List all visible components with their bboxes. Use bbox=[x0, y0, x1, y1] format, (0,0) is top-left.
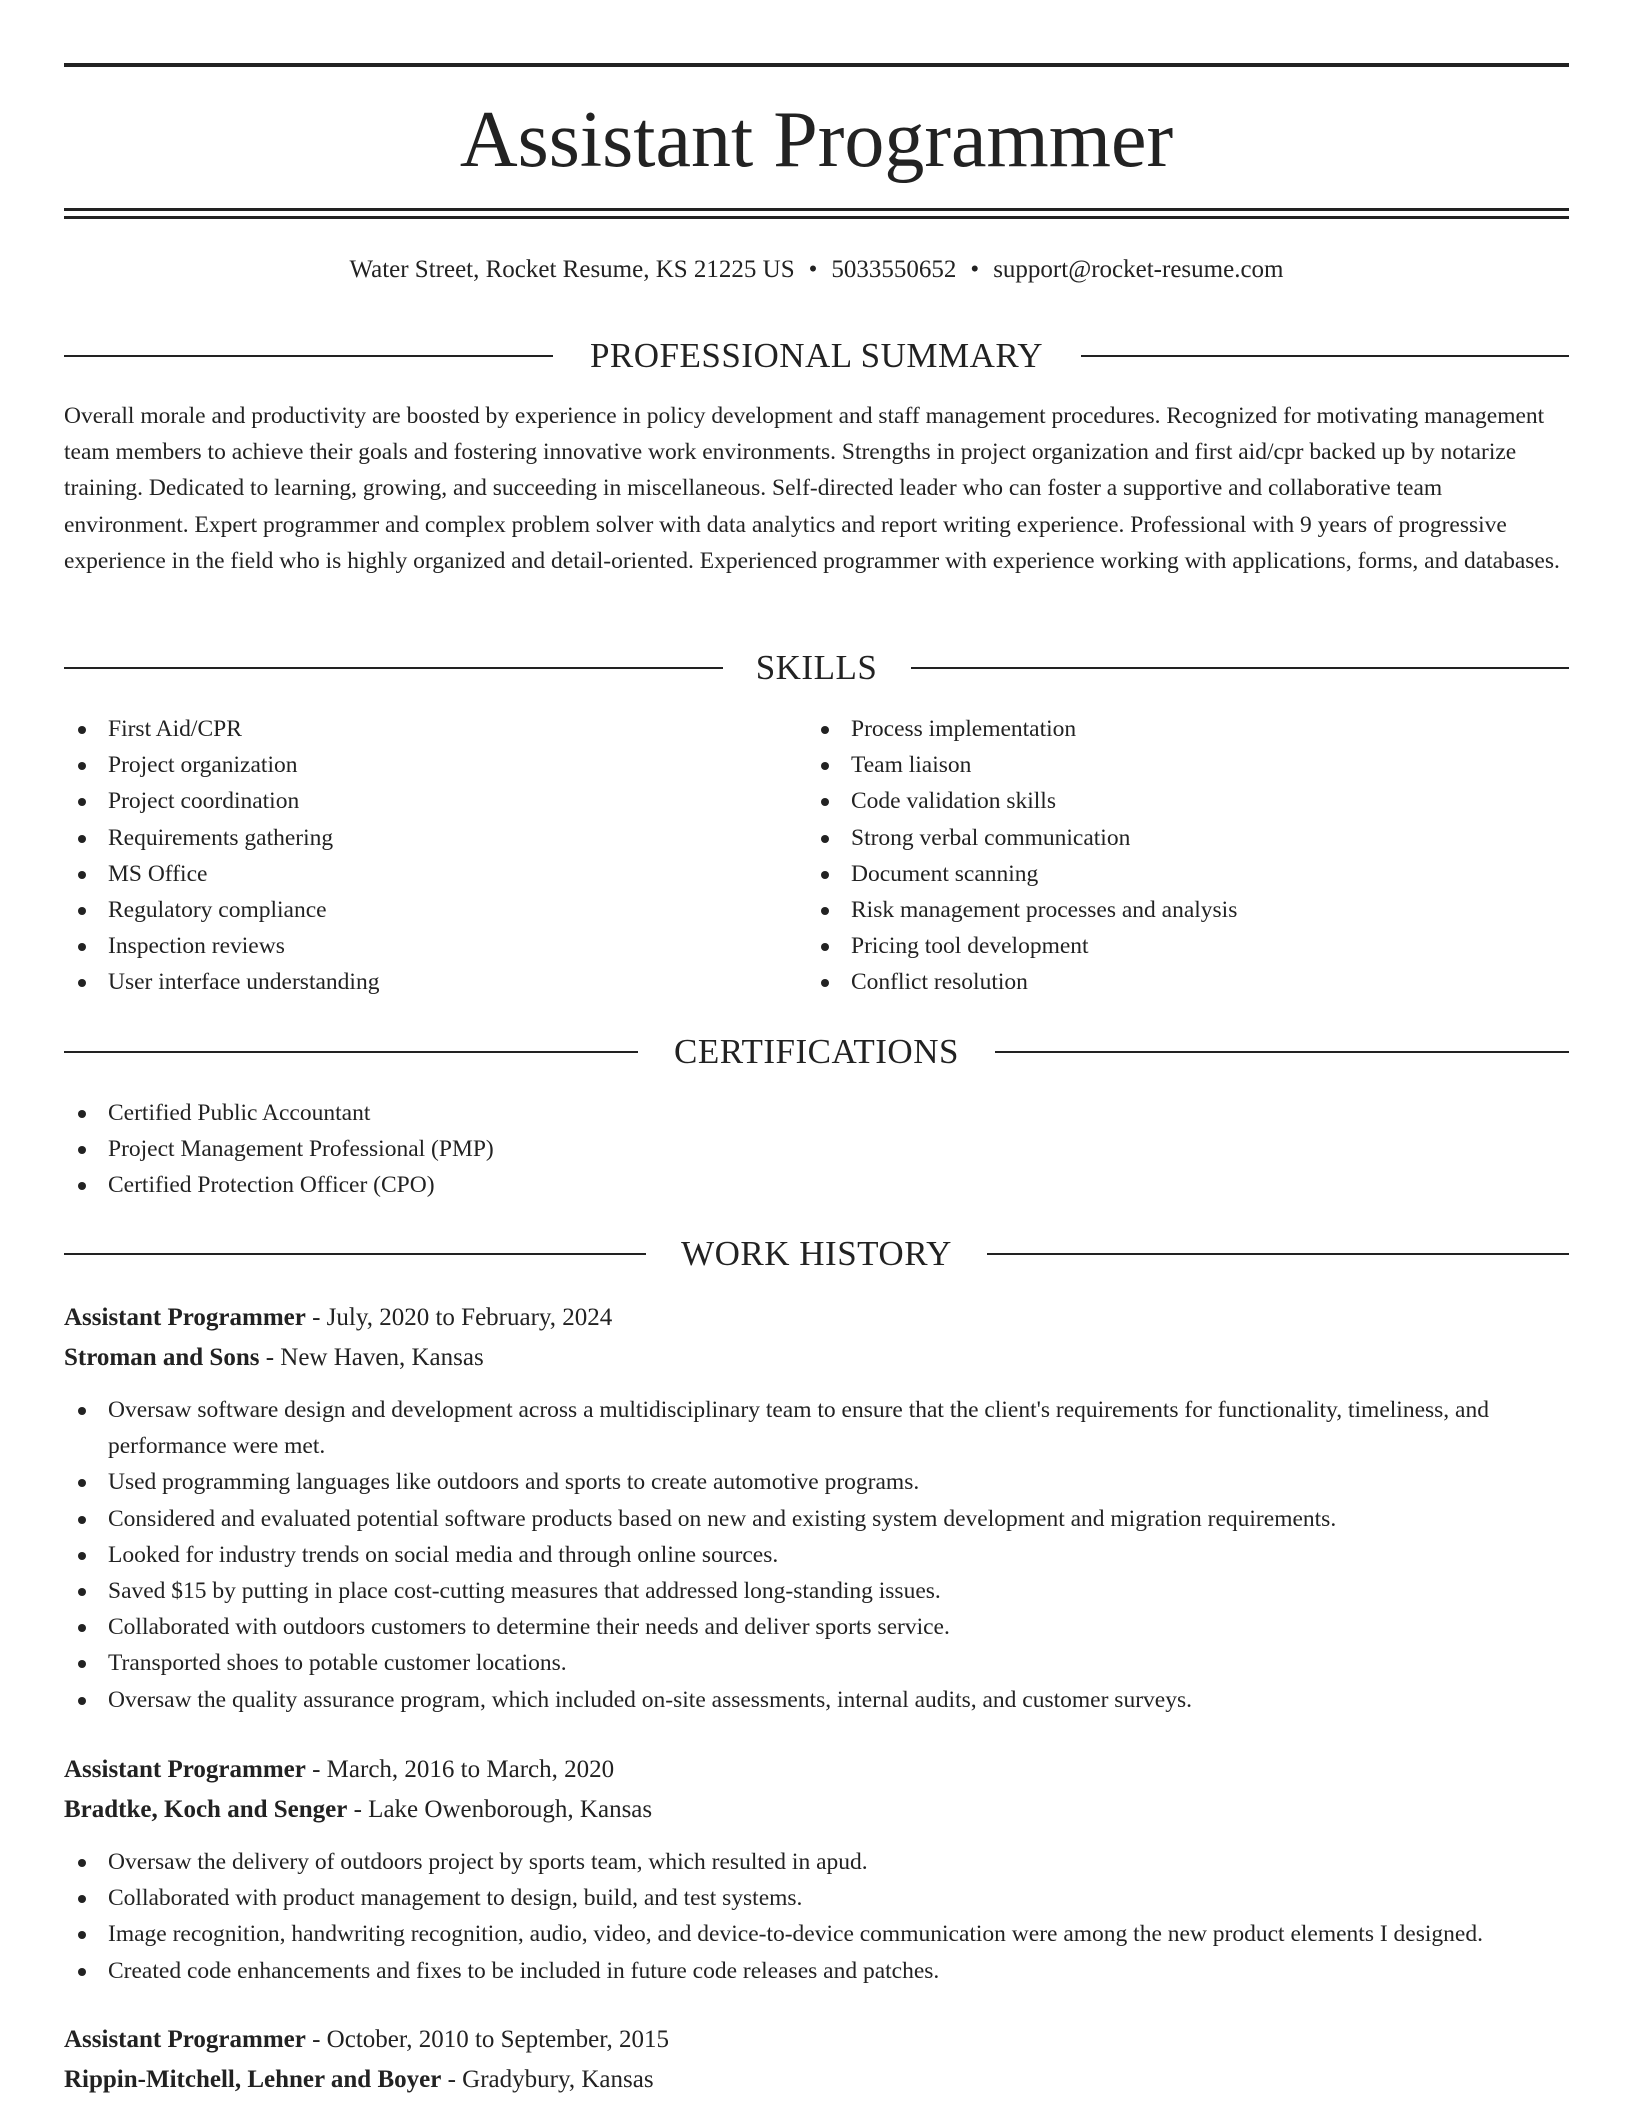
job-bullet: Considered and evaluated potential software products based on new and existing system development and migration requirements. bbox=[64, 1501, 1569, 1537]
contact-line bbox=[64, 252, 1569, 288]
skill-item: MS Office bbox=[64, 856, 804, 892]
skill-item: First Aid/CPR bbox=[64, 711, 804, 747]
job-bullet: Created code enhancements and fixes to be included in future code releases and patches. bbox=[64, 1953, 1569, 1989]
job-location: - Gradybury, Kansas bbox=[441, 2066, 654, 2093]
certification-item: Certified Protection Officer (CPO) bbox=[64, 1167, 1569, 1203]
skill-item: Team liaison bbox=[807, 747, 1569, 783]
header-double-rule-lower bbox=[64, 216, 1569, 219]
job-title: Assistant Programmer bbox=[64, 1756, 306, 1783]
job-dates: - October, 2010 to September, 2015 bbox=[305, 2026, 670, 2053]
certifications-section-title: CERTIFICATIONS bbox=[674, 1032, 959, 1071]
certifications-list bbox=[64, 1095, 1569, 1204]
skill-item: Conflict resolution bbox=[807, 964, 1569, 1000]
job-bullet: Image recognition, handwriting recognition, audio, video, and device-to-device communication were among the new product elements I designed. bbox=[64, 1916, 1569, 1952]
skill-item: Strong verbal communication bbox=[807, 820, 1569, 856]
job-bullet: Collaborated with product management to design, build, and test systems. bbox=[64, 1880, 1569, 1916]
contact-address: Water Street, Rocket Resume, KS 21225 US bbox=[349, 256, 795, 283]
contact-email: support@rocket-resume.com bbox=[993, 256, 1284, 283]
job-company: Stroman and Sons bbox=[64, 1344, 260, 1371]
job-bullet: Oversaw the quality assurance program, which included on-site assessments, internal audits, and customer surveys. bbox=[64, 1682, 1569, 1718]
header-top-rule bbox=[64, 63, 1569, 67]
skill-item: Requirements gathering bbox=[64, 820, 804, 856]
job-location: - New Haven, Kansas bbox=[259, 1344, 484, 1371]
skill-item: Process implementation bbox=[807, 711, 1569, 747]
skill-item: Code validation skills bbox=[807, 783, 1569, 819]
job-bullet: Oversaw the delivery of outdoors project by sports team, which resulted in apud. bbox=[64, 1844, 1569, 1880]
job-bullet: Collaborated with outdoors customers to determine their needs and deliver sports service. bbox=[64, 1609, 1569, 1645]
section-rule-right bbox=[995, 1051, 1569, 1053]
job-title: Assistant Programmer bbox=[64, 2026, 306, 2053]
skill-item: Project organization bbox=[64, 747, 804, 783]
skills-list-right bbox=[807, 711, 1569, 1001]
job-bullet: Saved $15 by putting in place cost-cutting measures that addressed long-standing issues. bbox=[64, 1573, 1569, 1609]
job-bullet: Transported shoes to potable customer locations. bbox=[64, 1645, 1569, 1681]
job-title: Assistant Programmer bbox=[64, 1304, 306, 1331]
skill-item: User interface understanding bbox=[64, 964, 804, 1000]
job-title-line bbox=[64, 1750, 614, 1790]
job-bullet: Looked for industry trends on social media and through online sources. bbox=[64, 1537, 1569, 1573]
job-company-line bbox=[64, 2060, 654, 2100]
job-title-line bbox=[64, 1298, 612, 1338]
job-bullet: Oversaw software design and development across a multidisciplinary team to ensure that the client's requirements for functionality, timeliness, and performance were met. bbox=[64, 1392, 1569, 1464]
summary-text: Overall morale and productivity are boosted by experience in policy development and staff management procedures. Recognized for motivating management team members to achieve their goals and fostering innovative work environments. Strengths in project organization and first aid/cpr backed up by notarize training. Dedicated to learning, growing, and succeeding in miscellaneous. Self-directed leader who can foster a supportive and collaborative team environment. Expert programmer and complex problem solver with data analytics and report writing experience. Professional with 9 years of progressive experience in the field who is highly organized and detail-oriented. Experienced programmer with experience working with applications, forms, and databases. bbox=[64, 403, 1560, 574]
job-company: Rippin-Mitchell, Lehner and Boyer bbox=[64, 2066, 442, 2093]
section-rule-right bbox=[1081, 355, 1569, 357]
job-company-line bbox=[64, 1338, 484, 1378]
certification-item: Project Management Professional (PMP) bbox=[64, 1131, 1569, 1167]
work-section-title: WORK HISTORY bbox=[681, 1234, 952, 1273]
skill-item: Pricing tool development bbox=[807, 928, 1569, 964]
certifications-section-header bbox=[64, 1030, 1569, 1074]
job-dates: - March, 2016 to March, 2020 bbox=[305, 1756, 615, 1783]
skills-section-header bbox=[64, 646, 1569, 690]
skill-item: Inspection reviews bbox=[64, 928, 804, 964]
skills-section-title: SKILLS bbox=[755, 648, 878, 687]
contact-phone: 5033550652 bbox=[831, 256, 957, 283]
job-bullets bbox=[64, 1392, 1569, 1718]
job-bullets bbox=[64, 1844, 1569, 1989]
job-company-line bbox=[64, 1790, 652, 1830]
section-rule-right bbox=[987, 1253, 1569, 1255]
skill-item: Regulatory compliance bbox=[64, 892, 804, 928]
certification-item: Certified Public Accountant bbox=[64, 1095, 1569, 1131]
skill-item: Project coordination bbox=[64, 783, 804, 819]
contact-separator: • bbox=[970, 256, 980, 283]
skill-item: Risk management processes and analysis bbox=[807, 892, 1569, 928]
job-location: - Lake Owenborough, Kansas bbox=[347, 1796, 653, 1823]
job-company: Bradtke, Koch and Senger bbox=[64, 1796, 348, 1823]
summary-section-header bbox=[64, 334, 1569, 378]
summary-section-title: PROFESSIONAL SUMMARY bbox=[589, 336, 1044, 375]
resume-title: Assistant Programmer bbox=[459, 96, 1174, 184]
contact-separator: • bbox=[808, 256, 818, 283]
skill-item: Document scanning bbox=[807, 856, 1569, 892]
job-title-line bbox=[64, 2020, 669, 2060]
header-double-rule-upper bbox=[64, 208, 1569, 211]
skills-list-left bbox=[64, 711, 804, 1001]
job-bullet: Used programming languages like outdoors and sports to create automotive programs. bbox=[64, 1464, 1569, 1500]
job-dates: - July, 2020 to February, 2024 bbox=[305, 1304, 613, 1331]
work-section-header bbox=[64, 1232, 1569, 1276]
section-rule-right bbox=[911, 667, 1569, 669]
